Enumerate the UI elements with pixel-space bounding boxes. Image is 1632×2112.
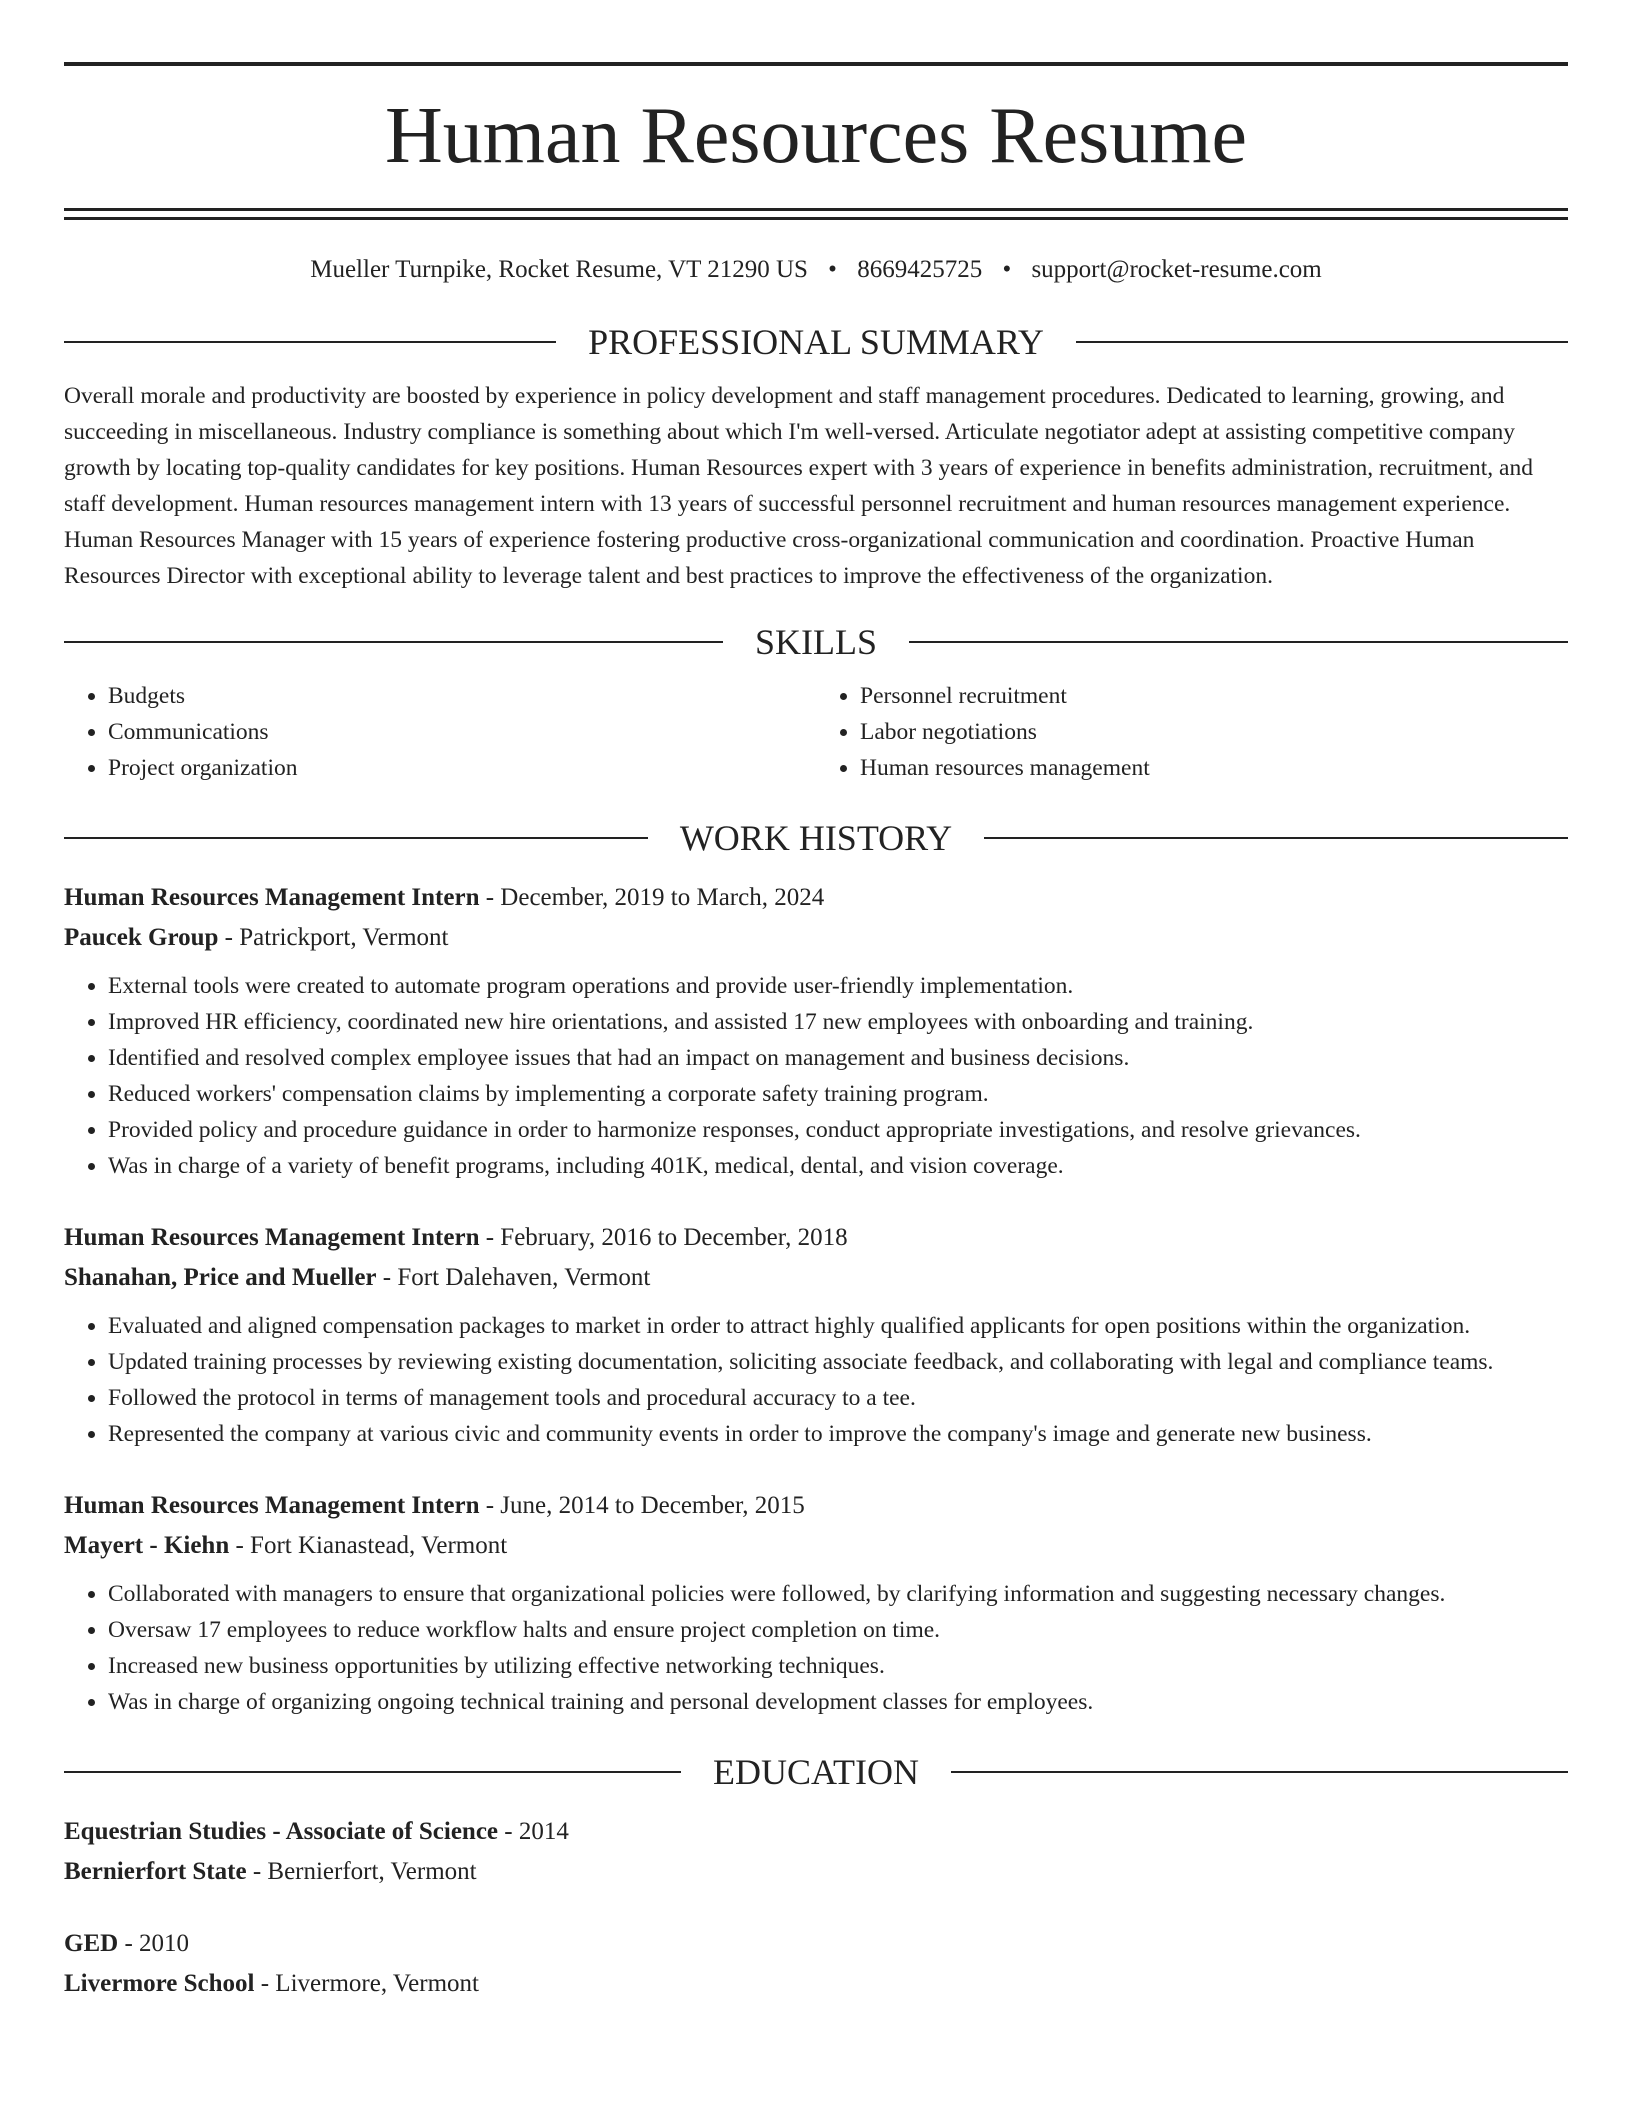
heading-line bbox=[984, 837, 1568, 839]
education-location: - Livermore, Vermont bbox=[254, 1970, 479, 1997]
contact-separator: • bbox=[1002, 256, 1012, 283]
job-bullets bbox=[64, 1576, 1568, 1720]
contact-line bbox=[64, 256, 1568, 284]
job-bullet: • Oversaw 17 employees to reduce workflow halts and ensure project completion on time. bbox=[108, 1612, 1568, 1648]
job-bullet: • Collaborated with managers to ensure that organizational policies were followed, by clarifying information and suggesting necessary changes. bbox=[108, 1576, 1568, 1612]
contact-phone: 8669425725 bbox=[857, 256, 983, 283]
job-location: - Fort Dalehaven, Vermont bbox=[376, 1264, 651, 1291]
job-title-line bbox=[64, 1486, 1568, 1526]
education-degree: GED bbox=[64, 1930, 119, 1957]
education-entry bbox=[64, 1924, 1568, 2004]
education-degree-line bbox=[64, 1812, 1568, 1852]
education-year: - 2010 bbox=[118, 1930, 190, 1957]
skill-item: • Human resources management bbox=[860, 750, 1568, 786]
education-degree-line bbox=[64, 1924, 1568, 1964]
heading-line bbox=[64, 641, 723, 643]
job-company: Mayert - Kiehn bbox=[64, 1532, 230, 1559]
section-heading-skills bbox=[64, 624, 1568, 660]
job-bullet: • Represented the company at various civic and community events in order to improve the company's image and generate new business. bbox=[108, 1416, 1568, 1452]
summary-text: Overall morale and productivity are boosted by experience in policy development and staff management procedures. Dedicated to learning, growing, and succeeding in miscellaneous. Industry compliance is something about which I'm well-versed. Articulate negotiator adept at assisting competitive company growth by locating top-quality candidates for key positions. Human Resources expert with 3 years of experience in benefits administration, recruitment, and staff development. Human resources management intern with 13 years of successful personnel recruitment and human resources management experience. Human Resources Manager with 15 years of experience fostering productive cross-organizational communication and coordination. Proactive Human Resources Director with exceptional ability to leverage talent and best practices to improve the effectiveness of the organization. bbox=[64, 383, 1533, 589]
job-bullet: • Reduced workers' compensation claims by implementing a corporate safety training program. bbox=[108, 1076, 1568, 1112]
job-dates: - February, 2016 to December, 2018 bbox=[479, 1224, 848, 1251]
job-bullets bbox=[64, 1308, 1568, 1452]
skill-item: • Communications bbox=[108, 714, 816, 750]
section-heading-summary bbox=[64, 324, 1568, 360]
job-bullet: • Was in charge of organizing ongoing technical training and personal development classes for employees. bbox=[108, 1684, 1568, 1720]
skills-column-right bbox=[816, 678, 1568, 786]
job-bullet: • Updated training processes by reviewing existing documentation, soliciting associate feedback, and collaborating with legal and compliance teams. bbox=[108, 1344, 1568, 1380]
job-title-line bbox=[64, 878, 1568, 918]
job-bullet: • Evaluated and aligned compensation packages to market in order to attract highly qualified applicants for open positions within the organization. bbox=[108, 1308, 1568, 1344]
job-bullet: • Improved HR efficiency, coordinated new hire orientations, and assisted 17 new employees with onboarding and training. bbox=[108, 1004, 1568, 1040]
job-bullet: • Provided policy and procedure guidance in order to harmonize responses, conduct appropriate investigations, and resolve grievances. bbox=[108, 1112, 1568, 1148]
job-company-line bbox=[64, 1526, 1568, 1566]
education-year: - 2014 bbox=[498, 1818, 569, 1845]
resume-page bbox=[64, 0, 1568, 2004]
education-degree: Equestrian Studies - Associate of Science bbox=[64, 1818, 499, 1845]
education-school: Bernierfort State bbox=[64, 1858, 247, 1885]
section-title: SKILLS bbox=[755, 622, 878, 662]
job-title: Human Resources Management Intern bbox=[64, 1492, 480, 1519]
job-dates: - December, 2019 to March, 2024 bbox=[479, 884, 825, 911]
skill-item: • Budgets bbox=[108, 678, 816, 714]
education-entry bbox=[64, 1812, 1568, 1892]
job-bullet: • Was in charge of a variety of benefit programs, including 401K, medical, dental, and vision coverage. bbox=[108, 1148, 1568, 1184]
job-entry bbox=[64, 1486, 1568, 1720]
heading-line bbox=[64, 341, 556, 343]
education-school: Livermore School bbox=[64, 1970, 255, 1997]
contact-separator: • bbox=[828, 256, 837, 283]
heading-line bbox=[64, 837, 648, 839]
heading-line bbox=[1076, 341, 1568, 343]
job-entry bbox=[64, 878, 1568, 1184]
job-company: Paucek Group bbox=[64, 924, 219, 951]
heading-line bbox=[951, 1771, 1568, 1773]
job-location: - Fort Kianastead, Vermont bbox=[229, 1532, 508, 1559]
education-location: - Bernierfort, Vermont bbox=[246, 1858, 477, 1885]
job-title: Human Resources Management Intern bbox=[64, 1224, 480, 1251]
skills-list bbox=[64, 678, 1568, 786]
heading-line bbox=[64, 1771, 681, 1773]
job-bullet: • Followed the protocol in terms of management tools and procedural accuracy to a tee. bbox=[108, 1380, 1568, 1416]
skill-item: • Labor negotiations bbox=[860, 714, 1568, 750]
job-company-line bbox=[64, 1258, 1568, 1298]
job-bullets bbox=[64, 968, 1568, 1184]
page-title: Human Resources Resume bbox=[384, 92, 1248, 180]
job-company: Shanahan, Price and Mueller bbox=[64, 1264, 377, 1291]
job-company-line bbox=[64, 918, 1568, 958]
section-title: PROFESSIONAL SUMMARY bbox=[588, 322, 1044, 362]
contact-email: support@rocket-resume.com bbox=[1031, 256, 1322, 283]
education-school-line bbox=[64, 1852, 1568, 1892]
skill-item: • Personnel recruitment bbox=[860, 678, 1568, 714]
job-bullet: • Increased new business opportunities by utilizing effective networking techniques. bbox=[108, 1648, 1568, 1684]
skill-item: • Project organization bbox=[108, 750, 816, 786]
section-heading-work bbox=[64, 820, 1568, 856]
section-title: EDUCATION bbox=[713, 1752, 919, 1792]
section-heading-education bbox=[64, 1754, 1568, 1790]
contact-address: Mueller Turnpike, Rocket Resume, VT 21290 US bbox=[310, 256, 808, 283]
job-title: Human Resources Management Intern bbox=[64, 884, 480, 911]
skills-column-left bbox=[64, 678, 816, 786]
job-bullet: • External tools were created to automate program operations and provide user-friendly implementation. bbox=[108, 968, 1568, 1004]
section-title: WORK HISTORY bbox=[679, 818, 953, 858]
title-double-rule bbox=[64, 208, 1568, 220]
job-location: - Patrickport, Vermont bbox=[218, 924, 449, 951]
job-title-line bbox=[64, 1218, 1568, 1258]
heading-line bbox=[909, 641, 1568, 643]
job-bullet: • Identified and resolved complex employee issues that had an impact on management and business decisions. bbox=[108, 1040, 1568, 1076]
job-dates: - June, 2014 to December, 2015 bbox=[479, 1492, 805, 1519]
education-school-line bbox=[64, 1964, 1568, 2004]
job-entry bbox=[64, 1218, 1568, 1452]
